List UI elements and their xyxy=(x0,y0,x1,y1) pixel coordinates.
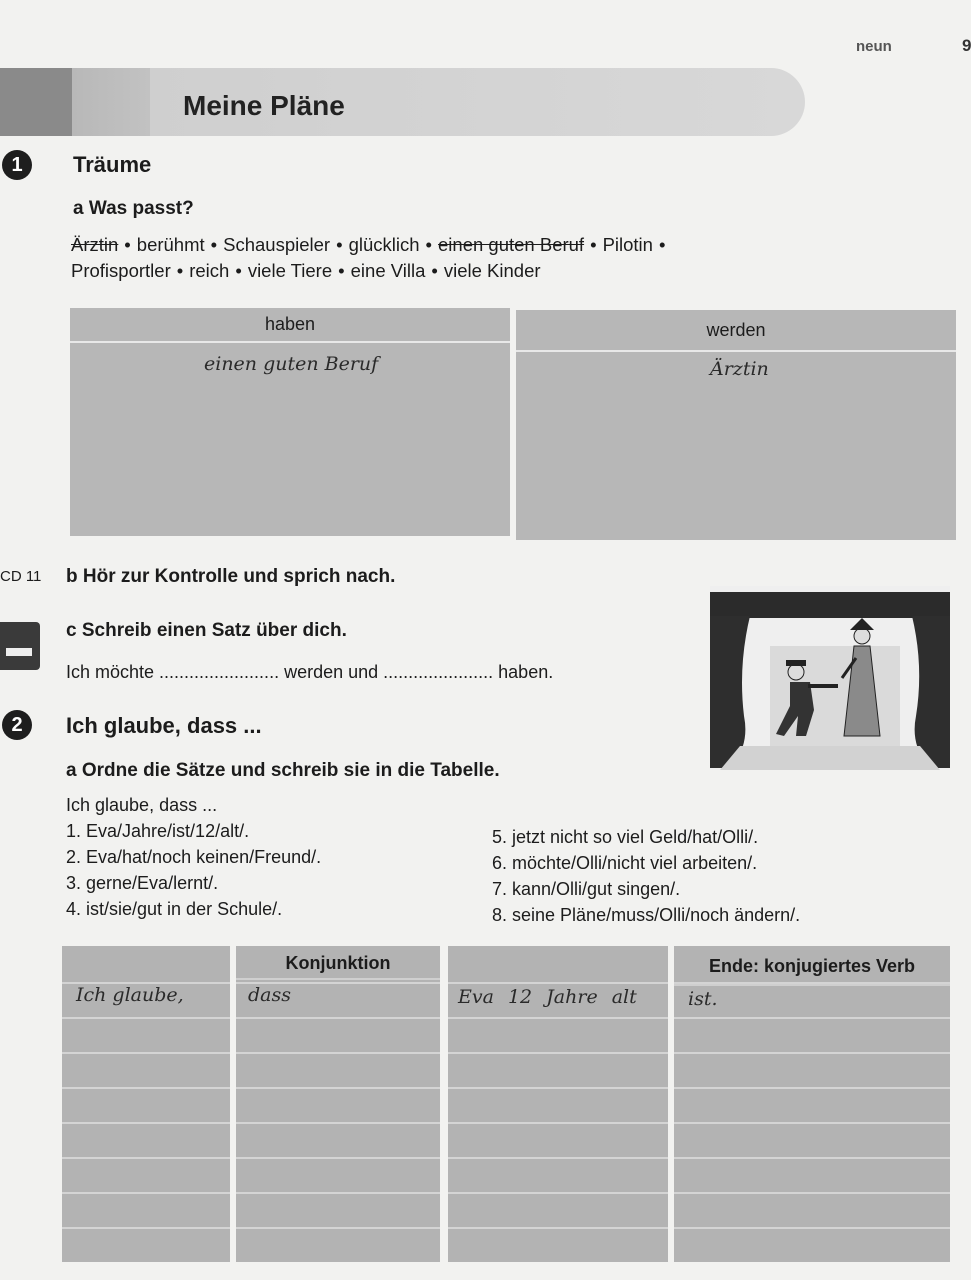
table-row-line xyxy=(674,1017,950,1019)
bullet-separator: • xyxy=(124,234,131,255)
bullet-separator: • xyxy=(210,234,218,255)
man-hat xyxy=(786,660,806,666)
table-row-line xyxy=(236,1192,440,1194)
table-row-line xyxy=(674,982,950,984)
table-row-line xyxy=(236,1052,440,1054)
table-row-line xyxy=(62,1192,230,1194)
word-option: viele Tiere xyxy=(247,260,333,281)
exercise-2a-intro: Ich glaube, dass ... xyxy=(66,795,218,815)
table-row-line xyxy=(236,1017,440,1019)
table-row-line xyxy=(674,1227,950,1229)
table-row-line xyxy=(62,1052,230,1054)
page-number-word: neun xyxy=(856,38,892,55)
sentence-4: 4. ist/sie/gut in der Schule/. xyxy=(66,899,283,919)
table-row-line xyxy=(448,1157,668,1159)
word-option: berühmt xyxy=(136,234,205,255)
conjunction-header: Konjunktion xyxy=(236,946,440,980)
word-option: Ärztin xyxy=(71,234,119,255)
werden-header: werden xyxy=(516,310,956,352)
example-middle[interactable]: Eva 12 Jahre alt xyxy=(458,986,637,1008)
section-2-title: Ich glaube, dass ... xyxy=(66,713,262,738)
word-option: Schauspieler xyxy=(223,234,331,255)
table-row-line xyxy=(448,1087,668,1089)
table-row-line xyxy=(448,982,668,984)
exercise-2a-label: a Ordne die Sätze und schreib sie in die Tabelle. xyxy=(66,760,500,781)
haben-header: haben xyxy=(70,308,510,343)
bullet-separator: • xyxy=(658,234,666,255)
exercise-1c-label: c Schreib einen Satz über dich. xyxy=(66,620,347,641)
section-2-number-badge: 2 xyxy=(2,710,32,740)
table-row-line xyxy=(62,1157,230,1159)
word-option: Pilotin xyxy=(602,234,653,255)
writing-icon xyxy=(0,622,40,670)
man-head xyxy=(788,664,804,680)
bullet-separator: • xyxy=(425,234,433,255)
table-row-line xyxy=(448,1017,668,1019)
table-row-line xyxy=(674,1087,950,1089)
table-row-line xyxy=(62,1122,230,1124)
table-row-line xyxy=(674,1157,950,1159)
title-band xyxy=(0,68,805,136)
sentence-6: 6. möchte/Olli/nicht viel arbeiten/. xyxy=(492,853,758,873)
sentence-1: 1. Eva/Jahre/ist/12/alt/. xyxy=(66,821,250,841)
word-line-2 xyxy=(71,258,791,284)
bullet-separator: • xyxy=(590,234,597,255)
werden-answer[interactable]: Ärztin xyxy=(710,358,769,380)
bullet-separator: • xyxy=(431,260,438,281)
word-option: glücklich xyxy=(348,234,420,255)
example-verb[interactable]: ist. xyxy=(688,988,718,1010)
bullet-separator: • xyxy=(336,234,343,255)
cd-track-label: CD 11 xyxy=(0,568,42,585)
table-row-line xyxy=(62,1227,230,1229)
exercise-1b-label: b Hör zur Kontrolle und sprich nach. xyxy=(66,566,396,587)
word-option: eine Villa xyxy=(350,260,426,281)
table-row-line xyxy=(674,1052,950,1054)
table-row-line xyxy=(236,1122,440,1124)
curtain-rod xyxy=(710,592,950,618)
stage-floor xyxy=(720,746,940,770)
haben-answer[interactable]: einen guten Beruf xyxy=(204,353,379,375)
sentence-3: 3. gerne/Eva/lernt/. xyxy=(66,873,219,893)
page-title: Meine Pläne xyxy=(183,90,345,121)
word-option: Profisportler xyxy=(71,260,171,281)
table-row-line xyxy=(448,1227,668,1229)
sentence-7: 7. kann/Olli/gut singen/. xyxy=(492,879,681,899)
sentence-5: 5. jetzt nicht so viel Geld/hat/Olli/. xyxy=(492,827,759,847)
exercise-1a-label: a Was passt? xyxy=(73,198,194,219)
word-line-1 xyxy=(71,232,791,258)
section-1-number-badge: 1 xyxy=(2,150,32,180)
theater-illustration xyxy=(710,586,950,770)
table-row-line xyxy=(448,1192,668,1194)
table-row-line xyxy=(448,1122,668,1124)
haben-box xyxy=(70,308,510,536)
bullet-separator: • xyxy=(338,260,345,281)
word-box xyxy=(71,232,791,284)
sentence-list-left xyxy=(66,818,321,922)
example-conjunction[interactable]: dass xyxy=(248,984,291,1006)
page-number-digit: 9 xyxy=(962,36,971,55)
word-option: einen guten Beruf xyxy=(438,234,585,255)
table-row-line xyxy=(236,1157,440,1159)
lady-head xyxy=(854,628,870,644)
example-main-clause[interactable]: Ich glaube, xyxy=(76,984,184,1006)
section-1-title: Träume xyxy=(73,152,152,177)
table-row-line xyxy=(236,1087,440,1089)
table-row-line xyxy=(62,1087,230,1089)
table-row-line xyxy=(236,1227,440,1229)
bullet-separator: • xyxy=(176,260,184,281)
bullet-separator: • xyxy=(235,260,242,281)
verb-header: Ende: konjugiertes Verb xyxy=(674,946,950,986)
word-option: reich xyxy=(189,260,230,281)
word-option: viele Kinder xyxy=(443,260,541,281)
werden-box xyxy=(516,310,956,540)
table-row-line xyxy=(674,1192,950,1194)
table-row-line xyxy=(62,1017,230,1019)
sentence-8: 8. seine Pläne/muss/Olli/noch ändern/. xyxy=(492,905,801,925)
sentence-list-right xyxy=(492,824,800,928)
table-row-line xyxy=(448,1052,668,1054)
exercise-1c-sentence[interactable]: Ich möchte ........................ werden und ...................... haben. xyxy=(66,662,554,682)
sentence-2: 2. Eva/hat/noch keinen/Freund/. xyxy=(66,847,322,867)
table-row-line xyxy=(674,1122,950,1124)
